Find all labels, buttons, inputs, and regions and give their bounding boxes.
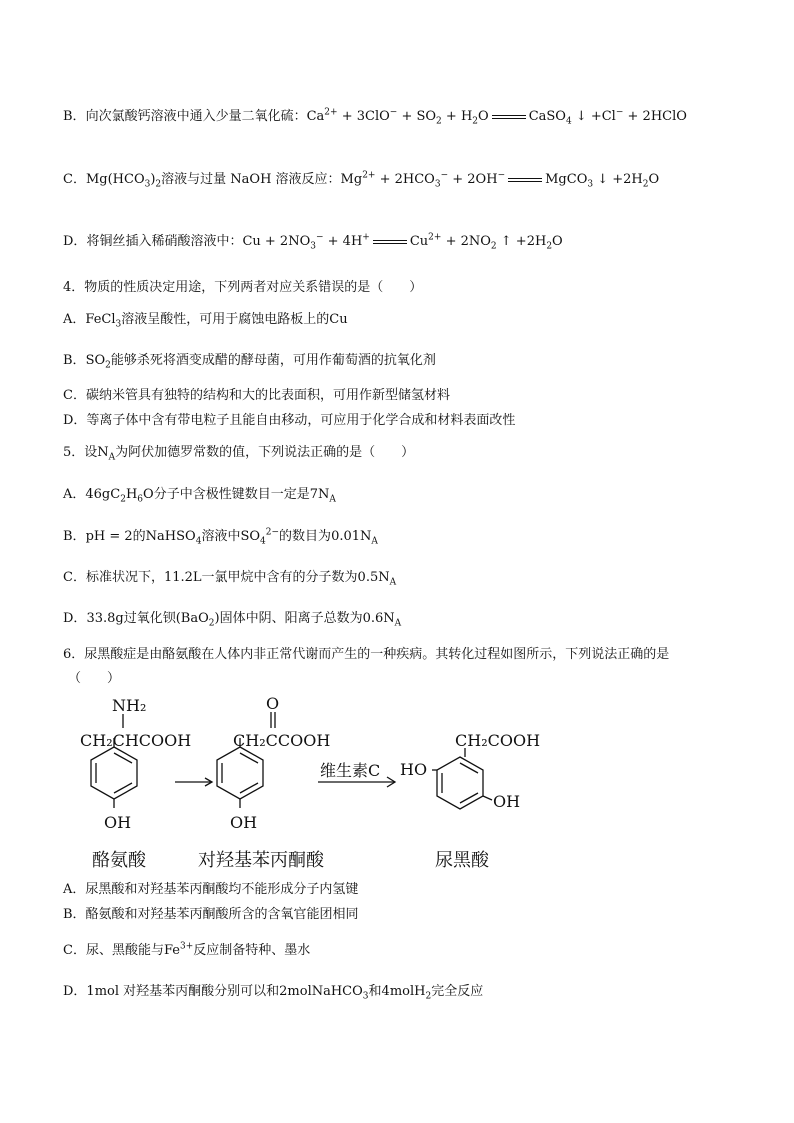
tyrosine-oh: OH [104,813,132,832]
q5-option-a[interactable]: A．$46gC_2H_6O$分子中含极性键数目一定是$7N_A$ [63,487,336,505]
hga-ho: HO [400,760,428,779]
q4-stem: 4．物质的性质决定用途，下列两者对应关系错误的是（ ） [63,280,423,295]
q6-option-c[interactable]: C．尿、黑酸能与$Fe^{3+}$反应制备特种、墨水 [63,941,311,958]
name-keto-acid: 对羟基苯丙酮酸 [198,850,324,871]
q6-option-a[interactable]: A．尿黑酸和对羟基苯丙酮酸均不能形成分子内氢键 [63,882,359,897]
nh2-label: NH₂ [112,696,147,715]
q3-option-b[interactable]: B．向次氯酸钙溶液中通入少量二氧化硫：$Ca^{2+} + 3ClO^- + SO_2 + H_2O$ CaSO$_4$ ↓ +Cl− + 2HClO [63,107,687,127]
q3-option-c[interactable]: C．$Mg(HCO_3)_2$溶液与过量 NaOH 溶液反应：$Mg^{2+} + 2HCO_3^- + 2OH^-$ MgCO$_3$ ↓ $+2H_2O$ [63,170,660,190]
q6-option-b[interactable]: B．酪氨酸和对羟基苯丙酮酸所含的含氧官能团相同 [63,907,359,922]
tyrosine-chain: CH₂CHCOOH [80,731,192,750]
q6-stem-blank: （ ） [68,671,121,686]
keto-o: O [266,694,280,713]
reagent-label: 维生素C [320,761,381,780]
hga-chain: CH₂COOH [455,731,541,750]
q5-option-b[interactable]: B．pH = 2的NaHSO$_4$溶液中$SO_4^{2-}$的数目为$0.01N_A$ [63,527,378,547]
keto-oh: OH [230,813,258,832]
q4-option-b[interactable]: B．$SO_2$能够杀死将酒变成醋的酵母菌，可用作葡萄酒的抗氧化剂 [63,353,436,371]
q5-option-c[interactable]: C．标准状况下，11.2L一氯甲烷中含有的分子数为$0.5N_A$ [63,570,397,588]
equals-arrow [373,237,407,247]
name-tyrosine: 酪氨酸 [92,850,146,871]
q6-option-d[interactable]: D．1mol 对羟基苯丙酮酸分别可以和2molNaHCO$_3$和4molH$_2$完全反应 [63,984,484,1002]
equals-arrow [508,175,542,185]
equals-arrow [492,112,526,122]
q3-option-d[interactable]: D．将铜丝插入稀硝酸溶液中：$Cu + 2NO_3^- + 4H^+$ $Cu^{2+} + 2NO_2$ ↑ $+2H_2O$ [63,232,563,252]
q6-stem: 6．尿黑酸症是由酪氨酸在人体内非正常代谢而产生的一种疾病。其转化过程如图所示，下列说法正确的是 [63,647,670,662]
q5-stem: 5．设$N_A$为阿伏加德罗常数的值，下列说法正确的是（ ） [63,445,415,463]
reaction-scheme [0,690,794,875]
q4-option-d[interactable]: D．等离子体中含有带电粒子且能自由移动，可应用于化学合成和材料表面改性 [63,413,516,428]
q5-option-d[interactable]: D．33.8g过氧化钡(BaO$_2$)固体中阴、阳离子总数为$0.6N_A$ [63,611,402,629]
name-homogentisic: 尿黑酸 [435,850,489,871]
q4-option-c[interactable]: C．碳纳米管具有独特的结构和大的比表面积，可用作新型储氢材料 [63,388,450,403]
hga-oh: OH [493,792,521,811]
q4-option-a[interactable]: A．FeCl$_3$溶液呈酸性，可用于腐蚀电路板上的Cu [63,312,348,330]
keto-chain: CH₂CCOOH [233,731,331,750]
